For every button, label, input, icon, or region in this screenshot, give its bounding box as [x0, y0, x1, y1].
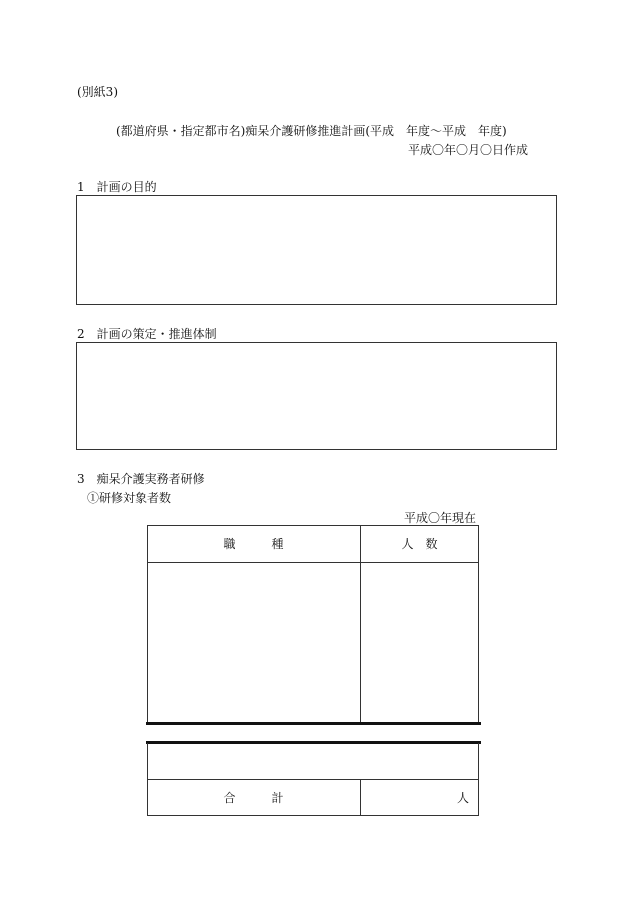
table-border-bottom — [147, 815, 479, 816]
created-date: 平成〇年〇月〇日作成 — [408, 143, 529, 157]
total-label: 合 計 — [223, 791, 284, 805]
header-job-type: 職 種 — [223, 537, 284, 551]
attachment-label: (別紙3) — [77, 85, 118, 99]
header-count: 人 数 — [401, 537, 438, 551]
section-1-heading — [77, 180, 157, 194]
purpose-box[interactable] — [76, 195, 557, 305]
section-number: 1 — [77, 180, 85, 194]
as-of-date: 平成〇年現在 — [404, 511, 477, 525]
subsection-heading: ①研修対象者数 — [87, 491, 172, 505]
section-2-heading — [77, 327, 217, 341]
blank-row-cell[interactable] — [148, 744, 478, 779]
table-total-divider — [147, 779, 479, 780]
section-number: 3 — [77, 472, 85, 486]
section-title: 計画の策定・推進体制 — [96, 327, 217, 341]
section-title: 計画の目的 — [96, 180, 157, 194]
document-title: (都道府県・指定都市名)痴呆介護研修推進計画(平成 年度～平成 年度) — [116, 124, 507, 138]
count-cell[interactable] — [361, 563, 478, 723]
table-break-line-top — [146, 722, 481, 725]
section-number: 2 — [77, 327, 85, 341]
job-type-cell[interactable] — [148, 563, 360, 723]
table-border-right — [478, 525, 479, 723]
planning-structure-box[interactable] — [76, 342, 557, 450]
total-unit: 人 — [456, 791, 469, 805]
section-3-heading — [77, 472, 205, 486]
table-border-top — [147, 525, 479, 526]
section-title: 痴呆介護実務者研修 — [96, 472, 205, 486]
